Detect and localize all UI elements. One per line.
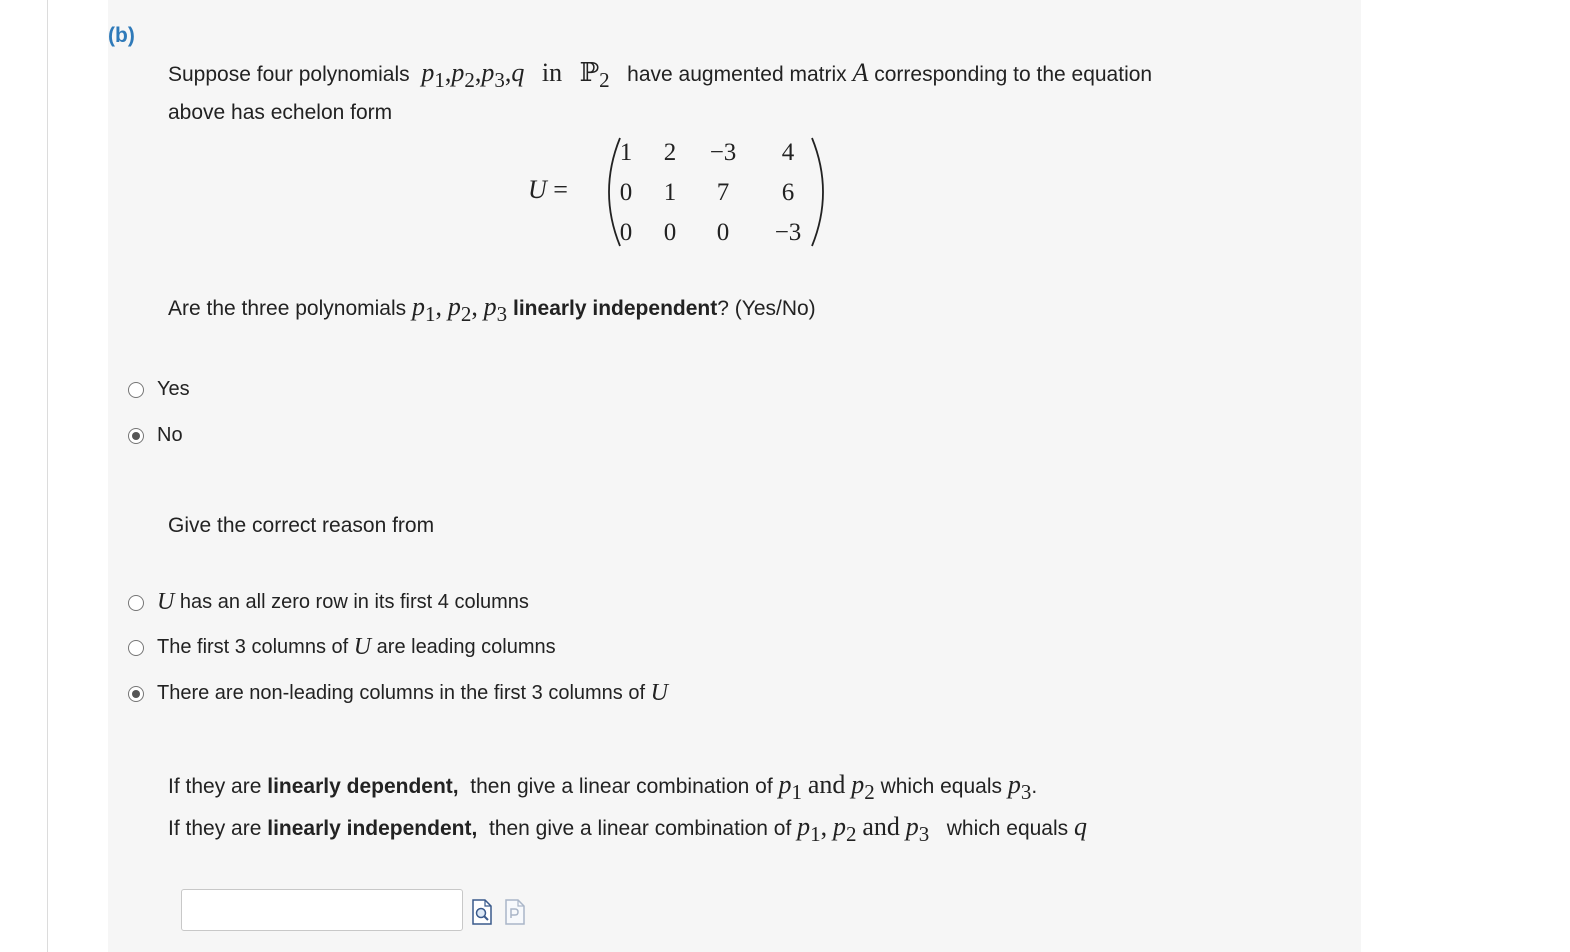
part-label: (b): [108, 24, 135, 47]
option-yes[interactable]: [128, 378, 190, 401]
poly-q: q: [1074, 812, 1087, 841]
matrix-cell: 2: [663, 139, 677, 166]
reason-option-3[interactable]: There are non-leading columns in the first 3 columns of U: [128, 680, 668, 707]
matrix-cell: 0: [619, 179, 633, 206]
radio-reason-2[interactable]: [128, 640, 144, 656]
space-p2: ℙ$_2$: [579, 58, 610, 92]
in-word: in: [541, 58, 563, 87]
radio-yes[interactable]: [128, 382, 144, 398]
reason-prompt: Give the correct reason from: [168, 514, 435, 537]
intro-text-b: have augmented matrix: [627, 63, 847, 86]
preview-icon[interactable]: [471, 899, 493, 925]
matrix-cell: 1: [619, 139, 633, 166]
poly-p1: $p_1$: [411, 292, 436, 326]
independent-instruction: If they are linearly independent, then give a linear combination of $p_1$, $p_2$ and $p_3$ which equals q: [168, 812, 1087, 846]
reason-option-2[interactable]: The first 3 columns of U are leading columns: [128, 634, 556, 661]
answer-input[interactable]: [181, 889, 463, 931]
radio-no[interactable]: [128, 428, 144, 444]
question-intro-line2: above has echelon form: [168, 101, 393, 124]
intro-text-a: Suppose four polynomials: [168, 63, 410, 86]
radio-reason-1[interactable]: [128, 595, 144, 611]
matrix-cell: 0: [663, 219, 677, 246]
left-divider: [47, 0, 48, 952]
independence-question: Are the three polynomials $p_1$, $p_2$, $p_3$ linearly independent? (Yes/No): [168, 292, 816, 326]
radio-reason-3[interactable]: [128, 686, 144, 702]
poly-p1: $p_1$: [421, 58, 445, 92]
matrix-cell: −3: [709, 139, 737, 166]
matrix-cell: 7: [716, 179, 730, 206]
poly-q: q: [511, 58, 525, 87]
intro-text-c: corresponding to the equation: [874, 63, 1153, 86]
matrix-label: U =: [528, 175, 568, 204]
matrix-cell: 0: [619, 219, 633, 246]
matrix-cell: −3: [774, 219, 802, 246]
matrix-cell: 4: [781, 139, 795, 166]
poly-p2: $p_2$: [851, 770, 875, 804]
option-no[interactable]: [128, 424, 183, 447]
dependent-instruction: If they are linearly dependent, then give a linear combination of $p_1$ and $p_2$ which equals $p_3$.: [168, 770, 1038, 804]
matrix-cell: 6: [781, 179, 795, 206]
poly-p1: $p_1$: [778, 770, 802, 804]
poly-p3: $p_3$: [481, 58, 505, 92]
poly-p3: $p_3$: [483, 292, 508, 326]
poly-p3: $p_3$: [1007, 770, 1032, 804]
equation-editor-icon[interactable]: [504, 899, 526, 925]
matrix-cell: 0: [716, 219, 730, 246]
poly-p1: $p_1$: [797, 812, 821, 846]
linearly-independent-term: linearly independent: [513, 297, 718, 320]
question-intro: Suppose four polynomials $p_1,p_2,p_3,q$ in ℙ$_2$ have augmented matrix A corresponding to the equation: [168, 58, 1153, 92]
matrix-cell: 1: [663, 179, 677, 206]
reason-option-1[interactable]: U has an all zero row in its first 4 columns: [128, 589, 529, 616]
poly-p2: $p_2$: [833, 812, 857, 846]
option-yes-label: Yes: [157, 378, 190, 400]
poly-p2: $p_2$: [447, 292, 472, 326]
poly-p3: $p_3$: [905, 812, 930, 846]
option-no-label: No: [157, 424, 183, 446]
matrix-a-symbol: A: [852, 58, 869, 87]
poly-p2: $p_2$: [451, 58, 475, 92]
